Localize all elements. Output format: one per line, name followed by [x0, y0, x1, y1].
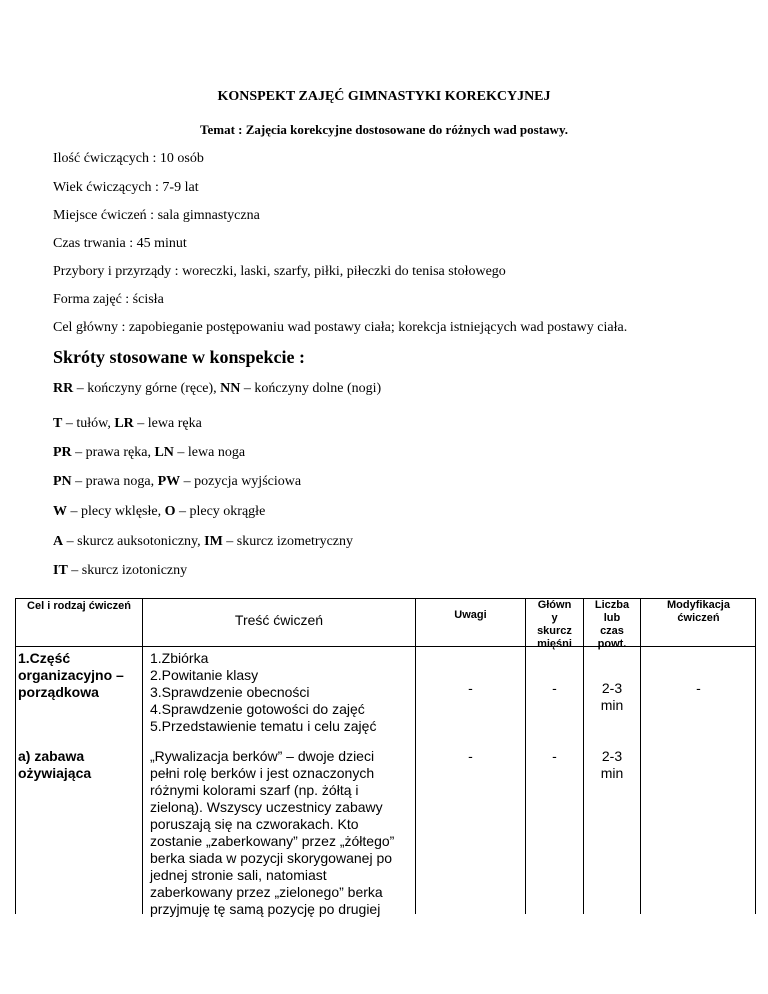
abbreviation-key: W — [53, 504, 67, 519]
row-goal — [18, 650, 142, 701]
text-line: organizacyjno – — [18, 667, 124, 683]
row-notes: - — [468, 748, 473, 764]
abbreviation-key: PN — [53, 474, 72, 489]
table-header-divider — [15, 646, 756, 647]
abbreviation-meaning: – skurcz auksotoniczny, — [63, 534, 205, 549]
text-line: skurcz — [537, 625, 572, 637]
abbreviation-meaning: – kończyny dolne (nogi) — [240, 381, 382, 396]
text-line: 4.Sprawdzenie gotowości do zajęć — [150, 701, 365, 717]
abbreviation-meaning: – skurcz izotoniczny — [67, 563, 188, 578]
text-line: Modyfikacja — [667, 599, 730, 611]
text-line: jednej stronie sali, natomiast — [150, 867, 327, 883]
text-line: przyjmuję tę samą pozycję po drugiej — [150, 901, 381, 917]
text-line: ożywiająca — [18, 765, 92, 781]
abbreviation-line — [53, 504, 265, 520]
text-line: Liczba — [594, 599, 630, 611]
document-title: KONSPEKT ZAJĘĆ GIMNASTYKI KOREKCYJNEJ — [217, 89, 551, 104]
abbreviation-meaning: – skurcz izometryczny — [222, 534, 354, 549]
header-count — [584, 599, 640, 651]
info-place: Miejsce ćwiczeń : sala gimnastyczna — [53, 208, 260, 223]
text-line: min — [600, 765, 624, 781]
abbreviation-key: RR — [53, 381, 74, 396]
header-notes: Uwagi — [454, 609, 487, 621]
info-participants-count: Ilość ćwiczących : 10 osób — [53, 151, 204, 166]
info-duration: Czas trwania : 45 minut — [53, 236, 187, 251]
row-modification: - — [696, 680, 701, 696]
abbreviation-line — [53, 534, 353, 550]
abbreviation-meaning: – pozycja wyjściowa — [180, 474, 302, 489]
text-line: min — [600, 697, 624, 713]
abbreviation-key: NN — [220, 381, 241, 396]
abbreviation-key: T — [53, 416, 63, 431]
abbreviation-meaning: – kończyny górne (ręce), — [73, 381, 221, 396]
text-line: pełni rolę berków i jest oznaczonych — [150, 765, 375, 781]
row-content — [150, 650, 415, 735]
text-line: ćwiczeń — [677, 612, 720, 624]
row-main-muscle: - — [552, 748, 557, 764]
abbreviation-meaning: – prawa noga, — [71, 474, 158, 489]
text-line: zaberkowany przez „zielonego” berka — [150, 884, 383, 900]
abbreviation-key: PR — [53, 445, 72, 460]
text-line: zieloną). Wszyscy uczestnicy zabawy — [150, 799, 383, 815]
text-line: lub — [603, 612, 621, 624]
text-line: 2-3 — [601, 748, 623, 764]
abbreviation-key: PW — [157, 474, 181, 489]
abbreviation-line — [53, 416, 202, 432]
text-line: 5.Przedstawienie tematu i celu zajęć — [150, 718, 377, 734]
abbreviation-line — [53, 563, 187, 579]
info-participants-age: Wiek ćwiczących : 7-9 lat — [53, 180, 199, 195]
abbreviation-key: LN — [154, 445, 174, 460]
text-line: mięśni — [537, 638, 572, 650]
document-subtitle: Temat : Zajęcia korekcyjne dostosowane do różnych wad postawy. — [200, 122, 568, 137]
abbreviation-key: A — [53, 534, 64, 549]
text-line: Główn — [537, 599, 572, 611]
text-line: a) zabawa — [18, 748, 85, 764]
text-line: 2.Powitanie klasy — [150, 667, 259, 683]
row-main-muscle: - — [552, 680, 557, 696]
text-line: berka siada w pozycji skorygowanej po — [150, 850, 393, 866]
abbreviation-key: IT — [53, 563, 68, 578]
header-main-muscle — [526, 599, 583, 651]
abbreviation-line — [53, 445, 245, 461]
text-line: różnymi kolorami szarf (np. żółtą i — [150, 782, 359, 798]
header-content: Treść ćwiczeń — [234, 612, 324, 628]
text-line: 1.Zbiórka — [150, 650, 209, 666]
text-line: powt. — [597, 638, 627, 650]
abbreviation-meaning: – tułów, — [62, 416, 115, 431]
abbreviation-meaning: – lewa ręka — [133, 416, 202, 431]
row-count — [584, 680, 640, 714]
text-line: „Rywalizacja berków” – dwoje dzieci — [150, 748, 375, 764]
row-goal — [18, 748, 142, 782]
row-notes: - — [468, 680, 473, 696]
abbreviation-meaning: – plecy wklęsłe, — [67, 504, 165, 519]
text-line: y — [551, 612, 558, 624]
text-line: porządkowa — [18, 684, 99, 700]
text-line: 1.Część — [18, 650, 71, 666]
abbreviation-meaning: – plecy okrągłe — [175, 504, 266, 519]
info-equipment: Przybory i przyrządy : woreczki, laski, szarfy, piłki, piłeczki do tenisa stołowego — [53, 264, 506, 279]
abbreviation-key: O — [164, 504, 176, 519]
text-line: poruszają się na czworakach. Kto — [150, 816, 359, 832]
info-goal: Cel główny : zapobieganie postępowaniu wad postawy ciała; korekcja istniejących wad postawy ciała. — [53, 320, 628, 335]
text-line: 3.Sprawdzenie obecności — [150, 684, 310, 700]
abbreviation-key: IM — [204, 534, 223, 549]
row-count — [584, 748, 640, 782]
abbreviation-line — [53, 381, 381, 397]
info-form: Forma zajęć : ścisła — [53, 292, 164, 307]
text-line: 2-3 — [601, 680, 623, 696]
abbreviation-line — [53, 474, 301, 490]
abbreviation-meaning: – prawa ręka, — [71, 445, 155, 460]
text-line: czas — [600, 625, 624, 637]
header-modification — [641, 599, 756, 625]
abbreviation-meaning: – lewa noga — [173, 445, 246, 460]
row-content — [150, 748, 415, 918]
abbreviation-key: LR — [114, 416, 134, 431]
abbreviations-heading: Skróty stosowane w konspekcie : — [53, 347, 306, 367]
header-goal: Cel i rodzaj ćwiczeń — [27, 600, 131, 612]
text-line: zostanie „zaberkowany” przez „żółtego” — [150, 833, 395, 849]
